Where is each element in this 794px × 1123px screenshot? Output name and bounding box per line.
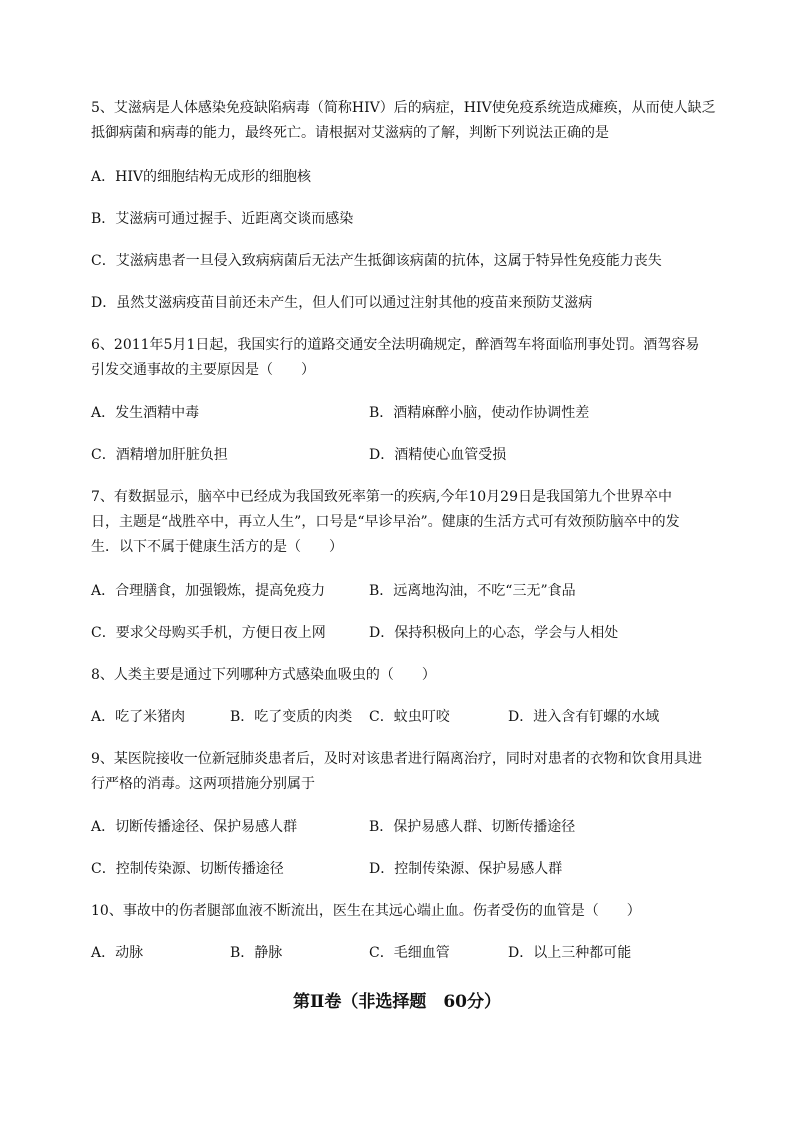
question-7-stem-line-1: 7、有数据显示，脑卒中已经成为我国致死率第一的疾病,今年10月29日是我国第九个世界卒中 bbox=[91, 489, 672, 505]
question-10-option-a: A．动脉 bbox=[91, 945, 144, 961]
question-8-option-c: C．蚊虫叮咬 bbox=[369, 709, 450, 725]
question-6-stem-line-2: 引发交通事故的主要原因是（ ） bbox=[91, 362, 315, 378]
question-8-option-b: B．吃了变质的肉类 bbox=[230, 709, 353, 725]
section-title: 第Ⅱ卷（非选择题 60分） bbox=[293, 992, 501, 1012]
question-7-option-b: B．远离地沟油，不吃“三无”食品 bbox=[369, 583, 576, 599]
question-7-option-a: A．合理膳食，加强锻炼，提高免疫力 bbox=[91, 583, 326, 599]
question-7-option-c: C．要求父母购买手机，方便日夜上网 bbox=[91, 625, 326, 641]
question-5-option-b: B．艾滋病可通过握手、近距离交谈而感染 bbox=[91, 211, 354, 227]
question-8-option-a: A．吃了米猪肉 bbox=[91, 709, 186, 725]
question-5-stem-line-1: 5、艾滋病是人体感染免疫缺陷病毒（简称HIV）后的病症，HIV使免疫系统造成瘫痪，从而使人缺乏 bbox=[91, 100, 716, 116]
question-6-stem-line-1: 6、2011年5月1日起，我国实行的道路交通安全法明确规定，醉酒驾车将面临刑事处罚。酒驾容易 bbox=[91, 337, 700, 353]
question-8-option-d: D．进入含有钉螺的水域 bbox=[508, 709, 660, 725]
question-9-option-b: B．保护易感人群、切断传播途径 bbox=[369, 819, 576, 835]
question-10-option-c: C．毛细血管 bbox=[369, 945, 450, 961]
question-7-stem-line-3: 生．以下不属于健康生活方的是（ ） bbox=[91, 539, 343, 555]
question-10-option-d: D．以上三种都可能 bbox=[508, 945, 632, 961]
question-8-stem: 8、人类主要是通过下列哪种方式感染血吸虫的（ ） bbox=[91, 667, 436, 683]
question-5-option-d: D．虽然艾滋病疫苗目前还未产生，但人们可以通过注射其他的疫苗来预防艾滋病 bbox=[91, 295, 593, 311]
question-6-option-c: C．酒精增加肝脏负担 bbox=[91, 447, 228, 463]
question-10-stem: 10、事故中的伤者腿部血液不断流出，医生在其远心端止血。伤者受伤的血管是（ ） bbox=[91, 903, 641, 919]
question-6-option-b: B．酒精麻醉小脑，使动作协调性差 bbox=[369, 405, 590, 421]
question-9-stem-line-1: 9、某医院接收一位新冠肺炎患者后，及时对该患者进行隔离治疗，同时对患者的衣物和饮食用具进 bbox=[91, 751, 702, 767]
question-9-option-d: D．控制传染源、保护易感人群 bbox=[369, 861, 563, 877]
question-7-option-d: D．保持积极向上的心态，学会与人相处 bbox=[369, 625, 619, 641]
question-9-option-a: A．切断传播途径、保护易感人群 bbox=[91, 819, 298, 835]
question-7-stem-line-2: 日，主题是“战胜卒中，再立人生”，口号是“早诊早治”。健康的生活方式可有效预防脑卒中的发 bbox=[91, 514, 680, 530]
question-9-stem-line-2: 行严格的消毒。这两项措施分别属于 bbox=[91, 776, 315, 792]
question-5-option-c: C．艾滋病患者一旦侵入致病病菌后无法产生抵御该病菌的抗体，这属于特异性免疫能力丧失 bbox=[91, 253, 662, 269]
question-6-option-a: A．发生酒精中毒 bbox=[91, 405, 200, 421]
question-5-option-a: A．HIV的细胞结构无成形的细胞核 bbox=[91, 169, 311, 185]
question-10-option-b: B．静脉 bbox=[230, 945, 283, 961]
question-9-option-c: C．控制传染源、切断传播途径 bbox=[91, 861, 284, 877]
question-6-option-d: D．酒精使心血管受损 bbox=[369, 447, 507, 463]
question-5-stem-line-2: 抵御病菌和病毒的能力，最终死亡。请根据对艾滋病的了解，判断下列说法正确的是 bbox=[91, 125, 609, 141]
